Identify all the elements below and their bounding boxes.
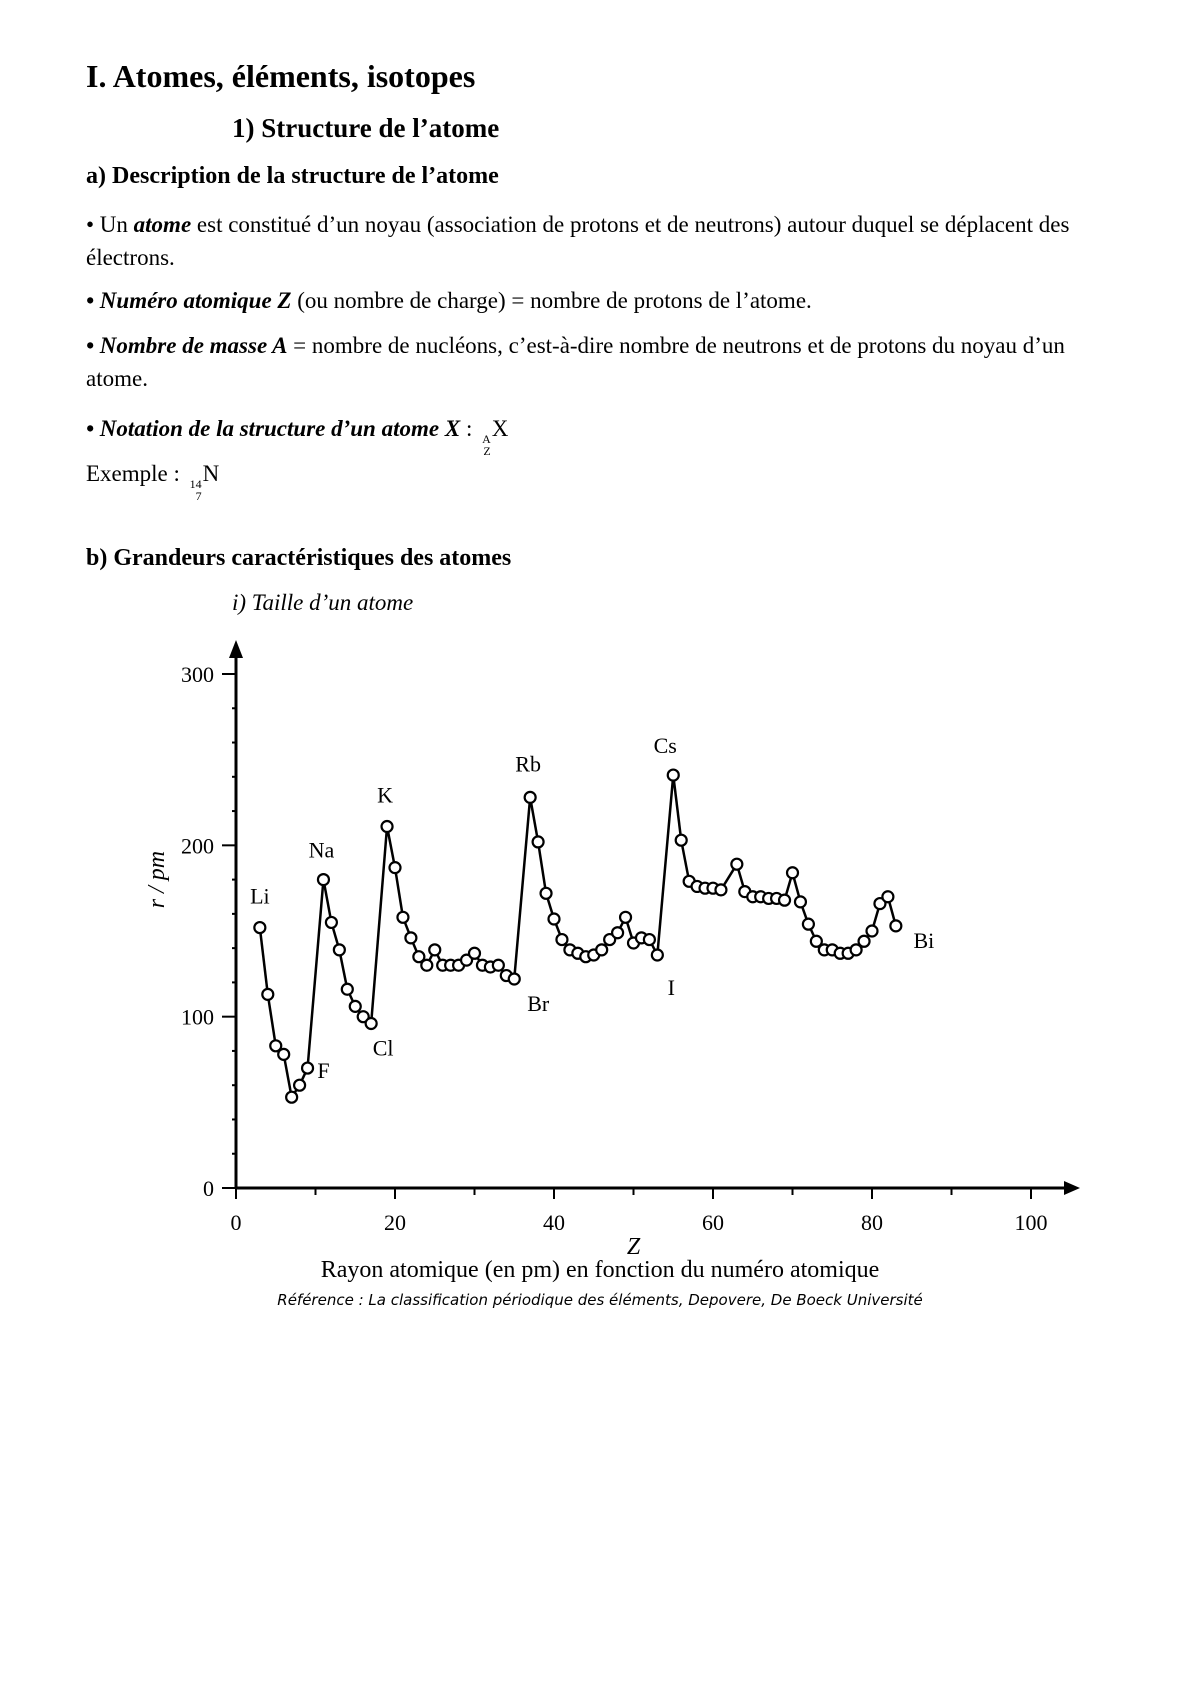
term-atome: atome	[133, 212, 192, 237]
y-tick-label: 100	[181, 1004, 214, 1030]
paragraph-text: est constitué d’un noyau (association de protons et de neutrons) autour duquel se déplacent des électrons.	[86, 212, 1070, 270]
element-label-rb: Rb	[515, 751, 541, 777]
chart-reference: Référence : La classification périodique des éléments, Depovere, De Boeck Université	[277, 1291, 923, 1309]
bullet-text: • Un	[86, 212, 134, 237]
data-point	[890, 920, 901, 931]
paragraph-text: (ou nombre de charge) = nombre de protons de l’atome.	[291, 288, 812, 313]
data-point	[350, 1001, 361, 1012]
data-point	[294, 1080, 305, 1091]
data-point	[509, 973, 520, 984]
data-point	[620, 912, 631, 923]
data-point	[533, 836, 544, 847]
data-point	[549, 914, 560, 925]
y-tick-label: 300	[181, 662, 214, 687]
chart-caption: Rayon atomique (en pm) en fonction du numéro atomique	[320, 1257, 880, 1283]
section-b-title: b) Grandeurs caractéristiques des atomes	[86, 545, 512, 571]
x-tick-label: 80	[861, 1210, 883, 1235]
series-segment	[514, 797, 530, 979]
element-label-i: I	[667, 974, 676, 1000]
series-segment	[673, 775, 681, 840]
data-point	[397, 912, 408, 923]
data-point	[390, 862, 401, 873]
data-point	[859, 936, 870, 947]
data-point	[787, 867, 798, 878]
x-tick-label: 100	[1014, 1210, 1048, 1235]
data-point	[382, 821, 393, 832]
paragraph-text: = nombre de nucléons, c’est-à-dire nombre de neutrons et de protons du noyau d’un atome.	[86, 333, 1065, 391]
subsection-title: i) Taille d’un atome	[232, 590, 414, 615]
data-point	[286, 1092, 297, 1103]
series-segment	[308, 880, 324, 1068]
data-point	[541, 888, 552, 899]
data-point	[596, 944, 607, 955]
element-label-li: Li	[250, 883, 270, 909]
mass-number: 14	[189, 477, 202, 491]
data-point	[644, 934, 655, 945]
data-point	[262, 989, 273, 1000]
data-point	[612, 927, 623, 938]
notation-separator: :	[460, 416, 479, 441]
element-label-bi: Bi	[913, 927, 935, 953]
data-point	[493, 960, 504, 971]
atomic-number: 7	[195, 489, 202, 503]
data-point	[334, 944, 345, 955]
x-tick-label: 20	[384, 1210, 406, 1235]
series-segment	[268, 994, 276, 1045]
data-point	[668, 770, 679, 781]
series-segment	[395, 868, 403, 918]
data-point	[302, 1063, 313, 1074]
data-point	[795, 896, 806, 907]
element-label-br: Br	[527, 990, 550, 1016]
x-axis-label: Z	[626, 1234, 641, 1260]
term-nombre-de-masse: • Nombre de masse A	[86, 333, 288, 358]
element-symbol: X	[491, 416, 509, 441]
atomic-number: Z	[483, 444, 491, 458]
data-point	[342, 984, 353, 995]
series-segment	[657, 775, 673, 955]
data-point	[429, 944, 440, 955]
term-numero-atomique: • Numéro atomique Z	[86, 288, 292, 313]
series-segment	[260, 928, 268, 995]
data-point	[326, 917, 337, 928]
data-point	[318, 874, 329, 885]
data-point	[254, 922, 265, 933]
data-point	[525, 792, 536, 803]
x-tick-label: 0	[230, 1210, 242, 1235]
data-point	[803, 919, 814, 930]
element-label-f: F	[317, 1058, 330, 1084]
x-axis-arrow	[1064, 1181, 1080, 1195]
y-tick-label: 0	[203, 1176, 214, 1201]
x-tick-label: 60	[702, 1210, 724, 1235]
mass-number: A	[482, 432, 491, 446]
x-tick-label: 40	[543, 1210, 565, 1235]
data-point	[715, 884, 726, 895]
example-label: Exemple :	[86, 461, 186, 486]
series-segment	[538, 842, 546, 893]
series-segment	[530, 797, 538, 842]
element-label-cl: Cl	[372, 1035, 394, 1061]
data-point	[676, 835, 687, 846]
series-segment	[371, 826, 387, 1023]
y-axis-arrow	[229, 640, 243, 658]
data-point	[366, 1018, 377, 1029]
data-point	[882, 891, 893, 902]
y-axis-label: r / pm	[144, 850, 170, 909]
data-point	[278, 1049, 289, 1060]
data-point	[556, 934, 567, 945]
data-point	[779, 895, 790, 906]
data-point	[469, 948, 480, 959]
element-symbol: N	[202, 461, 220, 486]
element-label-cs: Cs	[653, 733, 677, 759]
element-label-k: K	[377, 782, 393, 808]
y-tick-label: 200	[181, 833, 214, 859]
page-title: I. Atomes, éléments, isotopes	[86, 58, 476, 94]
section-a-title: a) Description de la structure de l’atome	[86, 163, 499, 189]
data-point	[421, 960, 432, 971]
data-point	[405, 932, 416, 943]
section-subtitle: 1) Structure de l’atome	[232, 113, 500, 143]
data-point	[731, 859, 742, 870]
data-point	[652, 949, 663, 960]
element-label-na: Na	[308, 837, 335, 863]
data-point	[867, 926, 878, 937]
term-notation: • Notation de la structure d’un atome X	[86, 416, 461, 441]
